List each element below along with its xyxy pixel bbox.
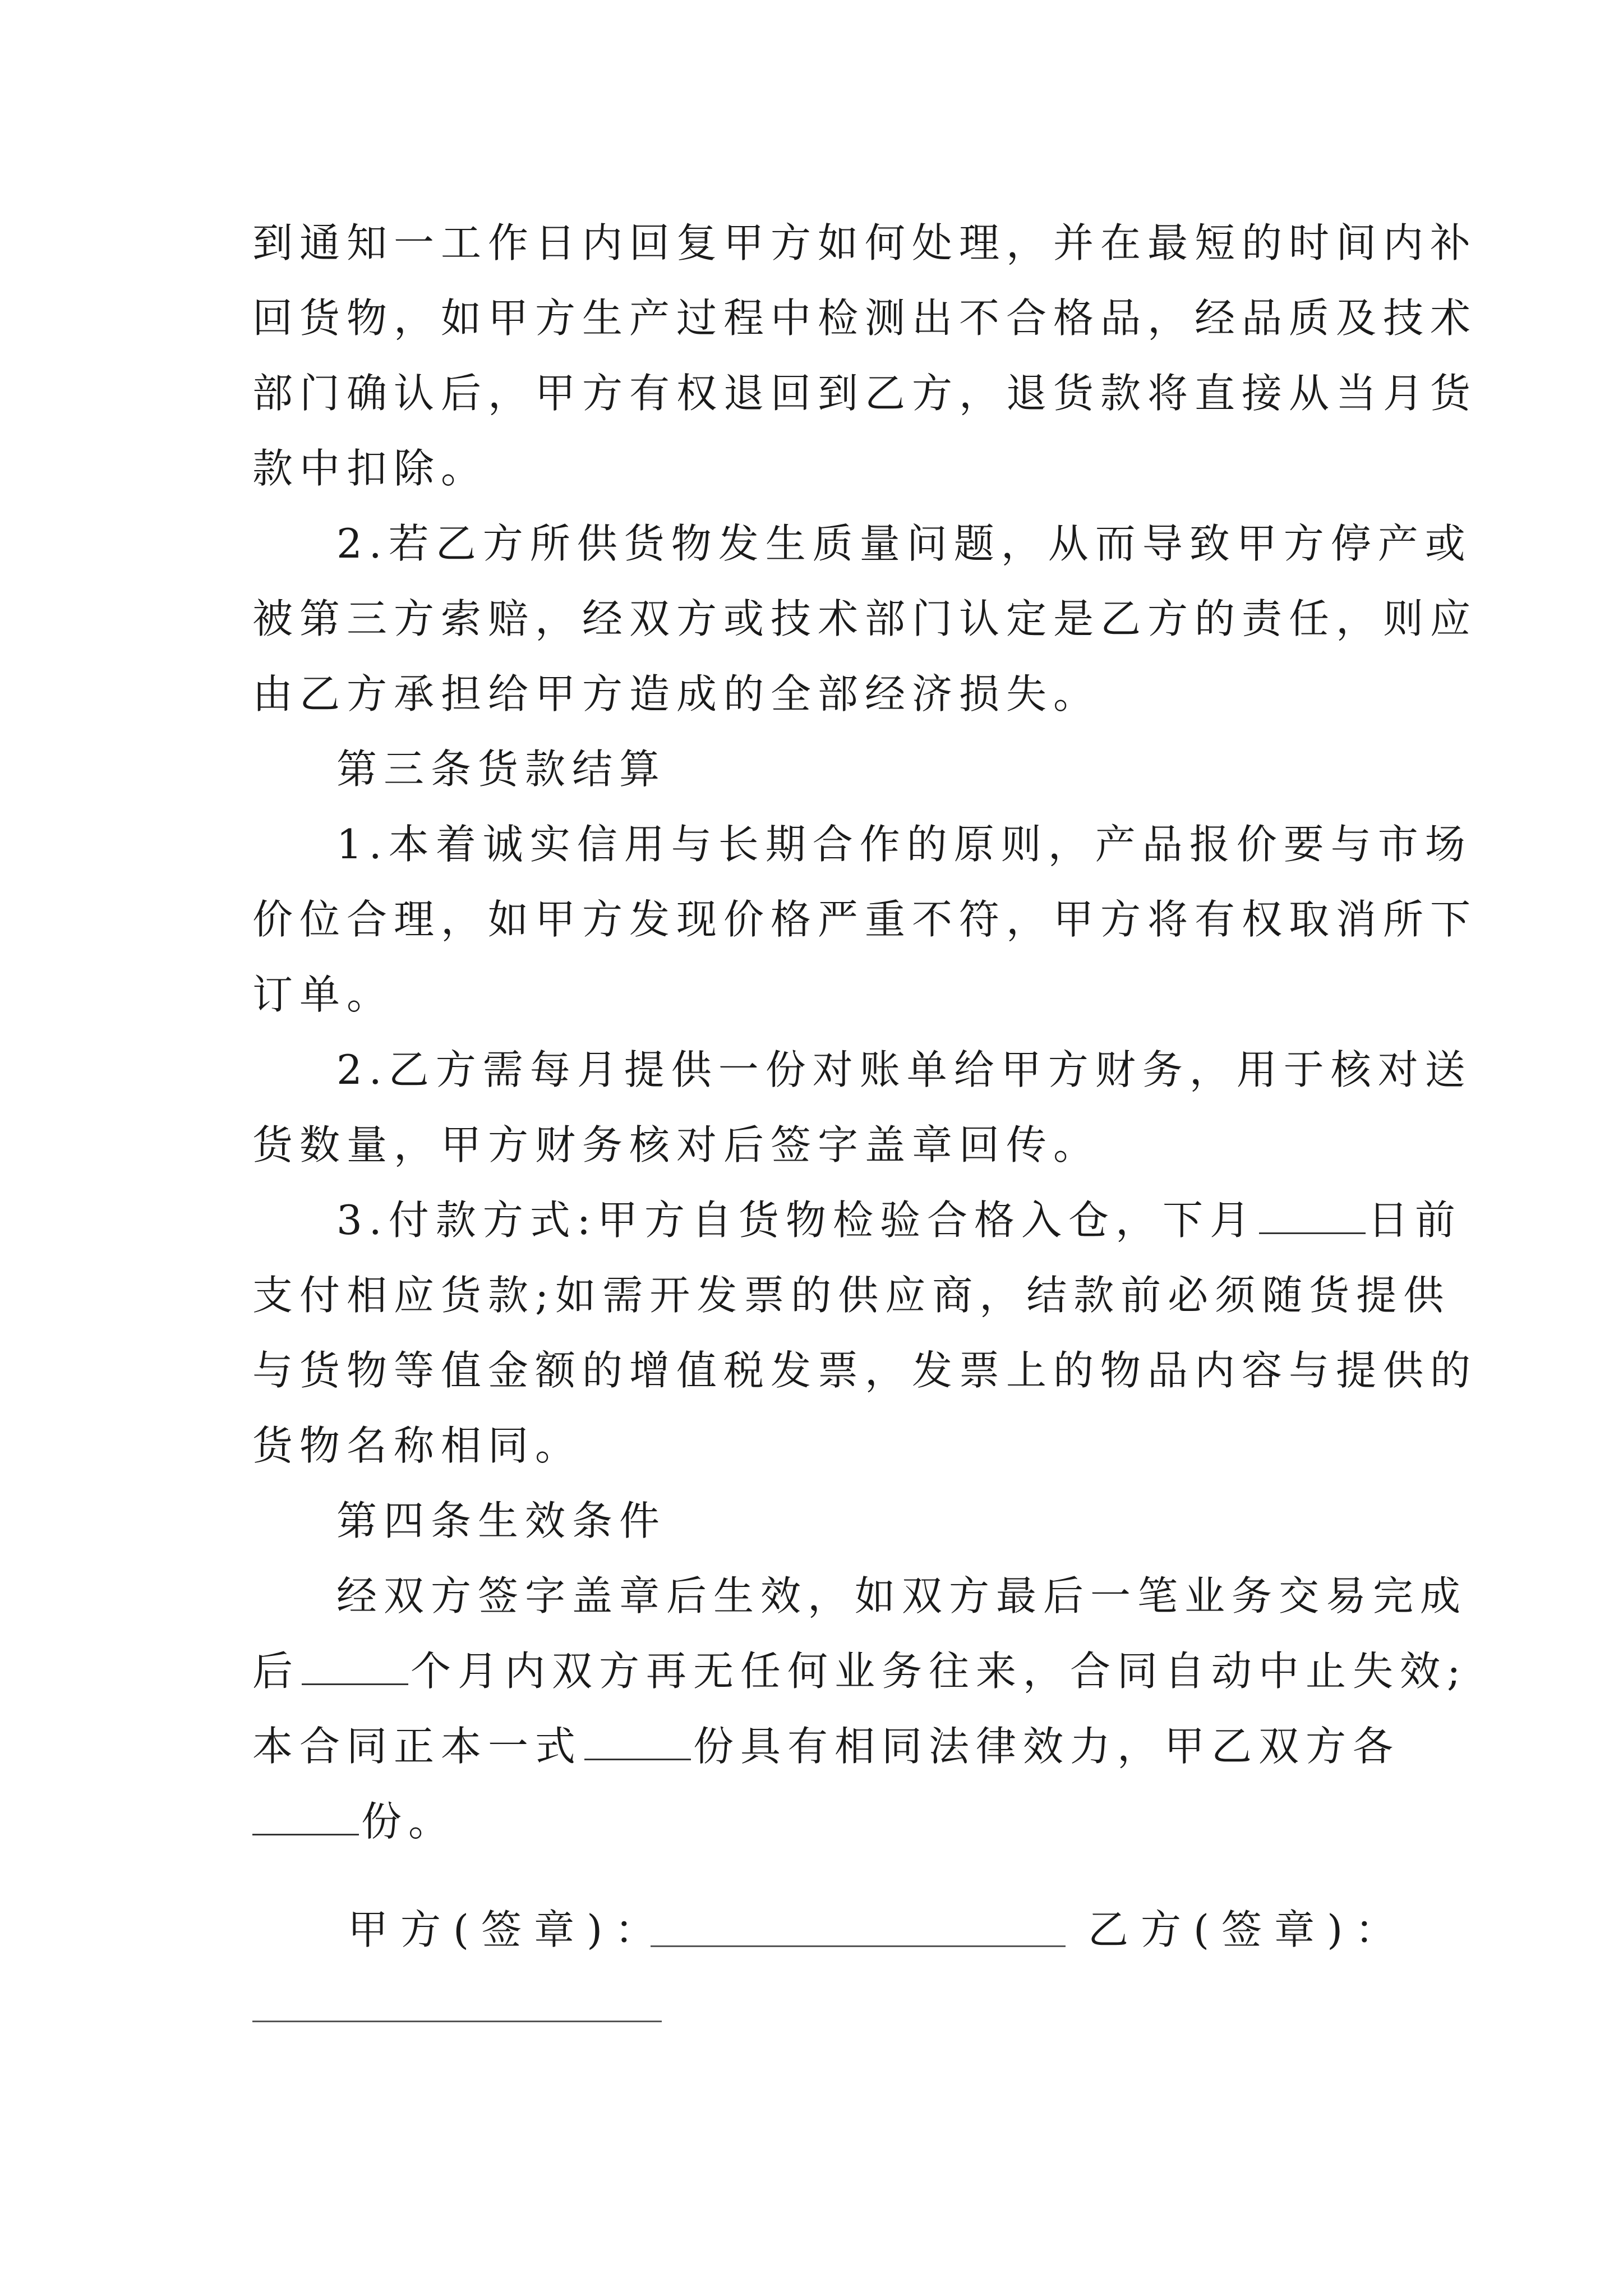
- paragraph-2-line-2: 被第三方索赔，经双方或技术部门认定是乙方的责任，则应: [252, 595, 1478, 642]
- paragraph-2-line-3: 由乙方承担给甲方造成的全部经济损失。: [252, 670, 1101, 717]
- signature-row: [348, 1902, 1408, 1958]
- copies-each-blank: [252, 1800, 359, 1835]
- paragraph-5-line-4: 货物名称相同。: [252, 1422, 583, 1469]
- paragraph-1-line-3: 部门确认后，甲方有权退回到乙方，退货款将直接从当月货: [252, 370, 1478, 417]
- paragraph-4-line-2: 货数量，甲方财务核对后签字盖章回传。: [252, 1121, 1101, 1168]
- payment-day-blank: [1259, 1199, 1366, 1234]
- months-blank: [302, 1650, 408, 1685]
- paragraph-3-line-2: 价位合理，如甲方发现价格严重不符，甲方将有权取消所下: [252, 896, 1478, 943]
- paragraph-3-line-1: 1.本着诚实信用与长期合作的原则，产品报价要与市场: [336, 821, 1472, 868]
- paragraph-6-line-3-pre: 本合同正本一式: [252, 1723, 583, 1770]
- paragraph-1-line-1: 到通知一工作日内回复甲方如何处理，并在最短的时间内补: [252, 219, 1478, 266]
- article-4-heading: 第四条生效条件: [336, 1497, 667, 1544]
- paragraph-6-line-1: 经双方签字盖章后生效，如双方最后一笔业务交易完成: [336, 1572, 1468, 1619]
- party-b-signature-label: 乙方(签章)：: [1088, 1906, 1408, 1953]
- party-a-signature-line: [651, 1945, 1066, 1947]
- paragraph-5-line-2: 支付相应货款;如需开发票的供应商，结款前必须随货提供: [252, 1272, 1451, 1319]
- paragraph-5-line-1-pre: 3.付款方式:甲方自货物检验合格入仓，下月: [336, 1197, 1257, 1244]
- paragraph-2-line-1: 2.若乙方所供货物发生质量问题，从而导致甲方停产或: [336, 520, 1472, 567]
- paragraph-5-line-1: [336, 1192, 1462, 1248]
- paragraph-4-line-1: 2.乙方需每月提供一份对账单给甲方财务，用于核对送: [336, 1046, 1472, 1093]
- paragraph-5-line-1-post: 日前: [1367, 1197, 1462, 1244]
- paragraph-6-line-2-pre: 后: [252, 1648, 300, 1695]
- paragraph-6-line-4: [252, 1793, 1385, 1849]
- paragraph-6-line-2-post: 个月内双方再无任何业务往来，合同自动中止失效;: [411, 1648, 1468, 1695]
- paragraph-5-line-3: 与货物等值金额的增值税发票，发票上的物品内容与提供的: [252, 1347, 1478, 1394]
- article-3-heading: 第三条货款结算: [336, 746, 667, 793]
- party-b-signature-line: [252, 2021, 662, 2022]
- party-a-signature-label: 甲方(签章)：: [348, 1906, 668, 1953]
- paragraph-3-line-3: 订单。: [252, 971, 394, 1018]
- paragraph-6-line-4-post: 份。: [361, 1798, 456, 1845]
- paragraph-1-line-4: 款中扣除。: [252, 445, 488, 492]
- paragraph-6-line-3: [252, 1718, 1400, 1774]
- copies-total-blank: [584, 1725, 691, 1760]
- paragraph-6-line-2: [252, 1643, 1468, 1699]
- paragraph-6-line-3-post: 份具有相同法律效力，甲乙双方各: [693, 1723, 1400, 1770]
- paragraph-1-line-2: 回货物，如甲方生产过程中检测出不合格品，经品质及技术: [252, 295, 1478, 342]
